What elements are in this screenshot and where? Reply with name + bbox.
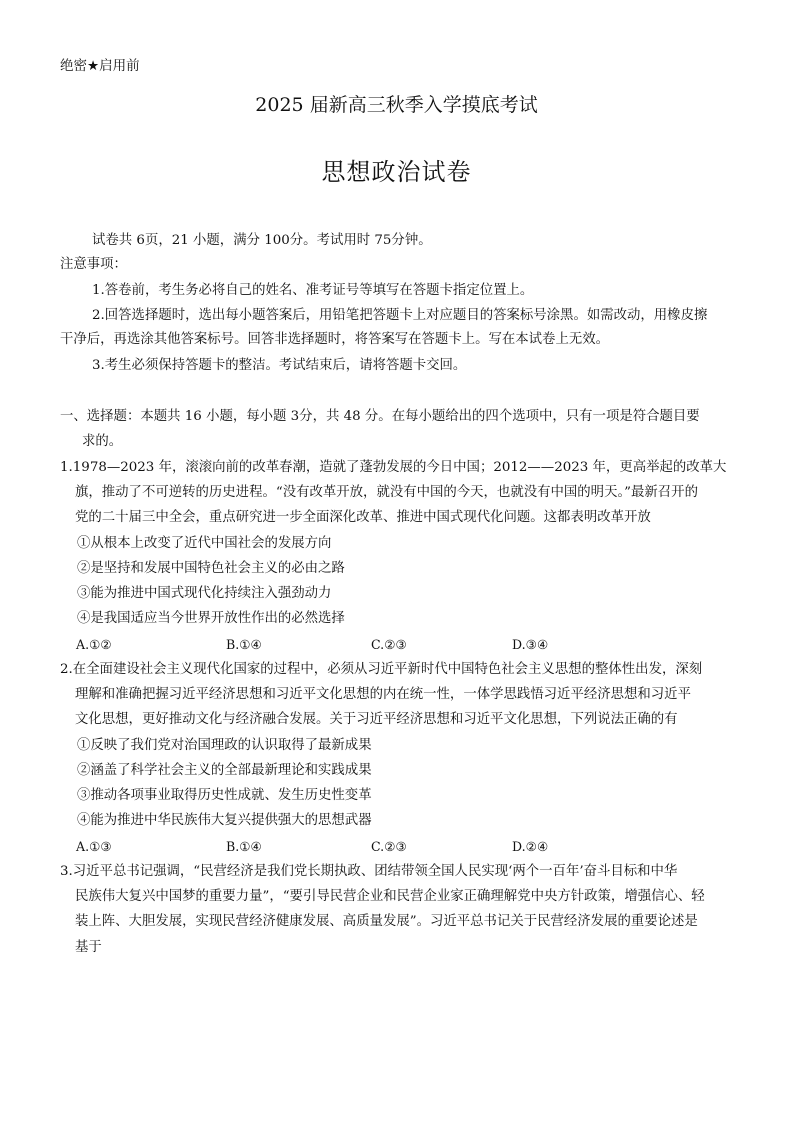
note-2-line-1: 2.回答选择题时，选出每小题答案后，用铅笔把答题卡上对应题目的答案标号涂黑。如需改动，用橡皮擦: [92, 308, 708, 323]
exam-summary: 试卷共 6页，21 小题，满分 100分。考试用时 75分钟。: [92, 233, 432, 248]
q2-stem-line-2: 理解和准确把握习近平经济思想和习近平文化思想的内在统一性，一体学思践悟习近平经济思想和习近平: [75, 687, 691, 702]
section-heading-line-2: 求的。: [82, 434, 123, 449]
q1-option-2: ②是坚持和发展中国特色社会主义的必由之路: [77, 561, 345, 576]
q2-option-1: ①反映了我们党对治国理政的认识取得了最新成果: [77, 738, 372, 753]
q2-answer-d: D.②④: [512, 839, 549, 854]
note-1: 1.答卷前，考生务必将自己的姓名、准考证号等填写在答题卡指定位置上。: [92, 283, 534, 298]
q1-answer-c: C.②③: [371, 637, 407, 652]
q2-answer-a: A.①③: [76, 839, 112, 854]
notes-title: 注意事项：: [60, 257, 127, 272]
exam-title: 2025 届新高三秋季入学摸底考试: [255, 94, 538, 116]
q2-stem-line-3: 文化思想，更好推动文化与经济融合发展。关于习近平经济思想和习近平文化思想，下列说法正确的有: [75, 712, 678, 727]
q1-stem-line-2: 旗，推动了不可逆转的历史进程。“没有改革开放，就没有中国的今天，也就没有中国的明天。”最新召开的: [75, 485, 698, 500]
q1-answer-a: A.①②: [76, 637, 112, 652]
subject-title: 思想政治试卷: [321, 158, 472, 186]
q1-answer-b: B.①④: [226, 637, 262, 652]
q1-stem-line-3: 党的二十届三中全会，重点研究进一步全面深化改革、推进中国式现代化问题。这都表明改革开放: [75, 510, 651, 525]
note-2-line-2: 干净后，再选涂其他答案标号。回答非选择题时，将答案写在答题卡上。写在本试卷上无效。: [60, 332, 610, 347]
q1-answer-d: D.③④: [512, 637, 549, 652]
note-3: 3.考生必须保持答题卡的整洁。考试结束后，请将答题卡交回。: [92, 358, 467, 373]
q1-stem-line-1: 1.1978—2023 年，滚滚向前的改革春潮，造就了蓬勃发展的今日中国；2012——2023 年，更高举起的改革大: [60, 460, 727, 475]
q3-stem-line-4: 基于: [75, 940, 102, 955]
q3-stem-line-1: 3.习近平总书记强调，“民营经济是我们党长期执政、团结带领全国人民实现‘两个一百年’奋斗目标和中华: [60, 864, 678, 879]
q3-stem-line-3: 装上阵、大胆发展，实现民营经济健康发展、高质量发展”。习近平总书记关于民营经济发展的重要论述是: [75, 914, 698, 929]
q1-option-1: ①从根本上改变了近代中国社会的发展方向: [77, 536, 332, 551]
q2-option-3: ③推动各项事业取得历史性成就、发生历史性变革: [77, 788, 372, 803]
q1-option-3: ③能为推进中国式现代化持续注入强劲动力: [77, 586, 332, 601]
section-heading-line-1: 一、选择题：本题共 16 小题，每小题 3分，共 48 分。在每小题给出的四个选项中，只有一项是符合题目要: [60, 409, 700, 424]
q1-option-4: ④是我国适应当今世界开放性作出的必然选择: [77, 611, 345, 626]
q2-answer-c: C.②③: [371, 839, 407, 854]
q2-stem-line-1: 2.在全面建设社会主义现代化国家的过程中，必须从习近平新时代中国特色社会主义思想的整体性出发，深刻: [60, 662, 703, 677]
q2-option-4: ④能为推进中华民族伟大复兴提供强大的思想武器: [77, 813, 372, 828]
confidential-label: 绝密★启用前: [60, 58, 140, 74]
q3-stem-line-2: 民族伟大复兴中国梦的重要力量”，“要引导民营企业和民营企业家正确理解党中央方针政策，增强信心、轻: [75, 889, 705, 904]
q2-option-2: ②涵盖了科学社会主义的全部最新理论和实践成果: [77, 763, 372, 778]
q2-answer-b: B.①④: [226, 839, 262, 854]
